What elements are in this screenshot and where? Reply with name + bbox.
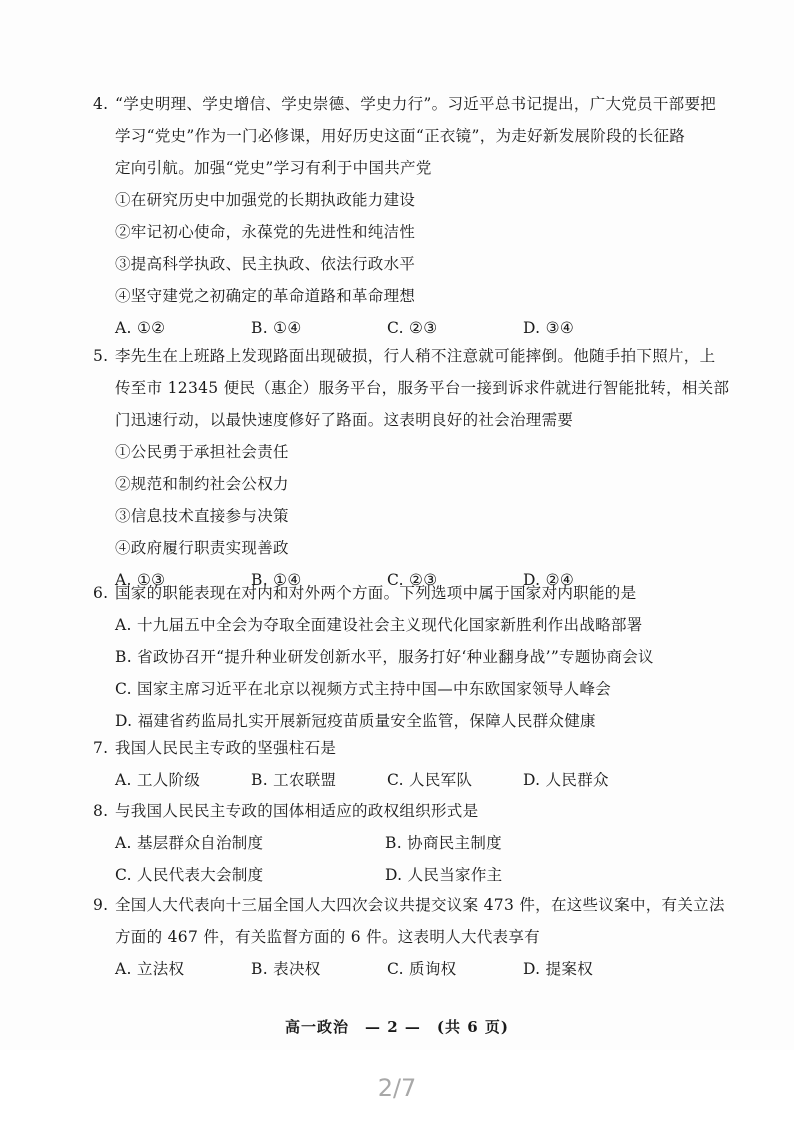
question-stem-line: 6. 国家的职能表现在对内和对外两个方面。下列选项中属于国家对内职能的是 <box>93 577 733 609</box>
option-d: D. ③④ <box>523 319 575 337</box>
statement-item: ③提高科学执政、民主执政、依法行政水平 <box>115 255 416 273</box>
question-9 <box>93 889 733 985</box>
question-stem-line: 传至市 12345 便民（惠企）服务平台，服务平台一接到诉求件就进行智能批转，相关部 <box>115 379 730 397</box>
option-d: D. 人民当家作主 <box>385 866 503 884</box>
statement-item: ④坚守建党之初确定的革命道路和革命理想 <box>115 287 416 305</box>
question-number: 4. <box>93 95 109 113</box>
question-4 <box>93 88 733 344</box>
page-footer: 高一政治 — 2 — (共 6 页) <box>285 1018 509 1036</box>
answer-options <box>93 953 733 985</box>
option-d: D. 提案权 <box>523 960 594 978</box>
question-stem-line: 门迅速行动，以最快速度修好了路面。这表明良好的社会治理需要 <box>115 411 574 429</box>
statement-item: ④政府履行职责实现善政 <box>115 539 289 557</box>
option-b: B. ①④ <box>251 571 302 589</box>
option-c: C. 人民军队 <box>387 771 473 789</box>
question-stem-line: 4. “学史明理、学史增信、学史崇德、学史力行”。习近平总书记提出，广大党员干部要把 <box>93 88 733 120</box>
question-stem-line: 学习“党史”作为一门必修课，用好历史这面“正衣镜”，为走好新发展阶段的长征路 <box>115 127 686 145</box>
option-c: C. 人民代表大会制度 <box>115 866 264 884</box>
option-a: A. ①② <box>115 319 166 337</box>
question-6 <box>93 577 733 737</box>
option-d: D. 福建省药监局扎实开展新冠疫苗质量安全监管，保障人民群众健康 <box>115 712 596 730</box>
statement-item: ②牢记初心使命，永葆党的先进性和纯洁性 <box>115 223 416 241</box>
question-number: 8. <box>93 802 109 820</box>
option-a: A. 立法权 <box>115 960 185 978</box>
question-stem-line: 9. 全国人大代表向十三届全国人大四次会议共提交议案 473 件，在这些议案中，有关立法 <box>93 889 733 921</box>
question-number: 7. <box>93 739 109 757</box>
option-c: C. ②③ <box>387 319 438 337</box>
option-d: D. ②④ <box>523 571 575 589</box>
question-stem-line: 8. 与我国人民民主专政的国体相适应的政权组织形式是 <box>93 795 733 827</box>
statement-item: ①在研究历史中加强党的长期执政能力建设 <box>115 191 416 209</box>
option-b: B. 表决权 <box>251 960 321 978</box>
question-number: 9. <box>93 896 109 914</box>
question-stem-line: 定向引航。加强“党史”学习有利于中国共产党 <box>115 159 432 177</box>
option-a: A. ①③ <box>115 571 166 589</box>
question-8 <box>93 795 733 891</box>
question-7 <box>93 732 733 796</box>
question-stem-line: 5. 李先生在上班路上发现路面出现破损，行人稍不注意就可能摔倒。他随手拍下照片，上 <box>93 340 733 372</box>
option-a: A. 基层群众自治制度 <box>115 834 264 852</box>
question-number: 6. <box>93 584 109 602</box>
answer-options <box>93 859 733 891</box>
option-c: C. 国家主席习近平在北京以视频方式主持中国—中东欧国家领导人峰会 <box>115 680 612 698</box>
option-b: B. 工农联盟 <box>251 771 337 789</box>
page-indicator: 2/7 <box>377 1074 417 1102</box>
option-b: B. 协商民主制度 <box>385 834 502 852</box>
option-d: D. 人民群众 <box>523 771 609 789</box>
answer-options <box>93 764 733 796</box>
option-b: B. ①④ <box>251 319 302 337</box>
statement-item: ①公民勇于承担社会责任 <box>115 443 289 461</box>
statement-item: ②规范和制约社会公权力 <box>115 475 289 493</box>
answer-options <box>93 827 733 859</box>
question-stem-line: 7. 我国人民民主专政的坚强柱石是 <box>93 732 733 764</box>
option-b: B. 省政协召开“提升种业研发创新水平，服务打好‘种业翻身战’”专题协商会议 <box>115 648 654 666</box>
option-a: A. 十九届五中全会为夺取全面建设社会主义现代化国家新胜利作出战略部署 <box>115 616 643 634</box>
question-number: 5. <box>93 347 109 365</box>
statement-item: ③信息技术直接参与决策 <box>115 507 289 525</box>
option-a: A. 工人阶级 <box>115 771 201 789</box>
question-5 <box>93 340 733 596</box>
option-c: C. 质询权 <box>387 960 457 978</box>
option-c: C. ②③ <box>387 571 438 589</box>
question-stem-line: 方面的 467 件，有关监督方面的 6 件。这表明人大代表享有 <box>115 928 540 946</box>
